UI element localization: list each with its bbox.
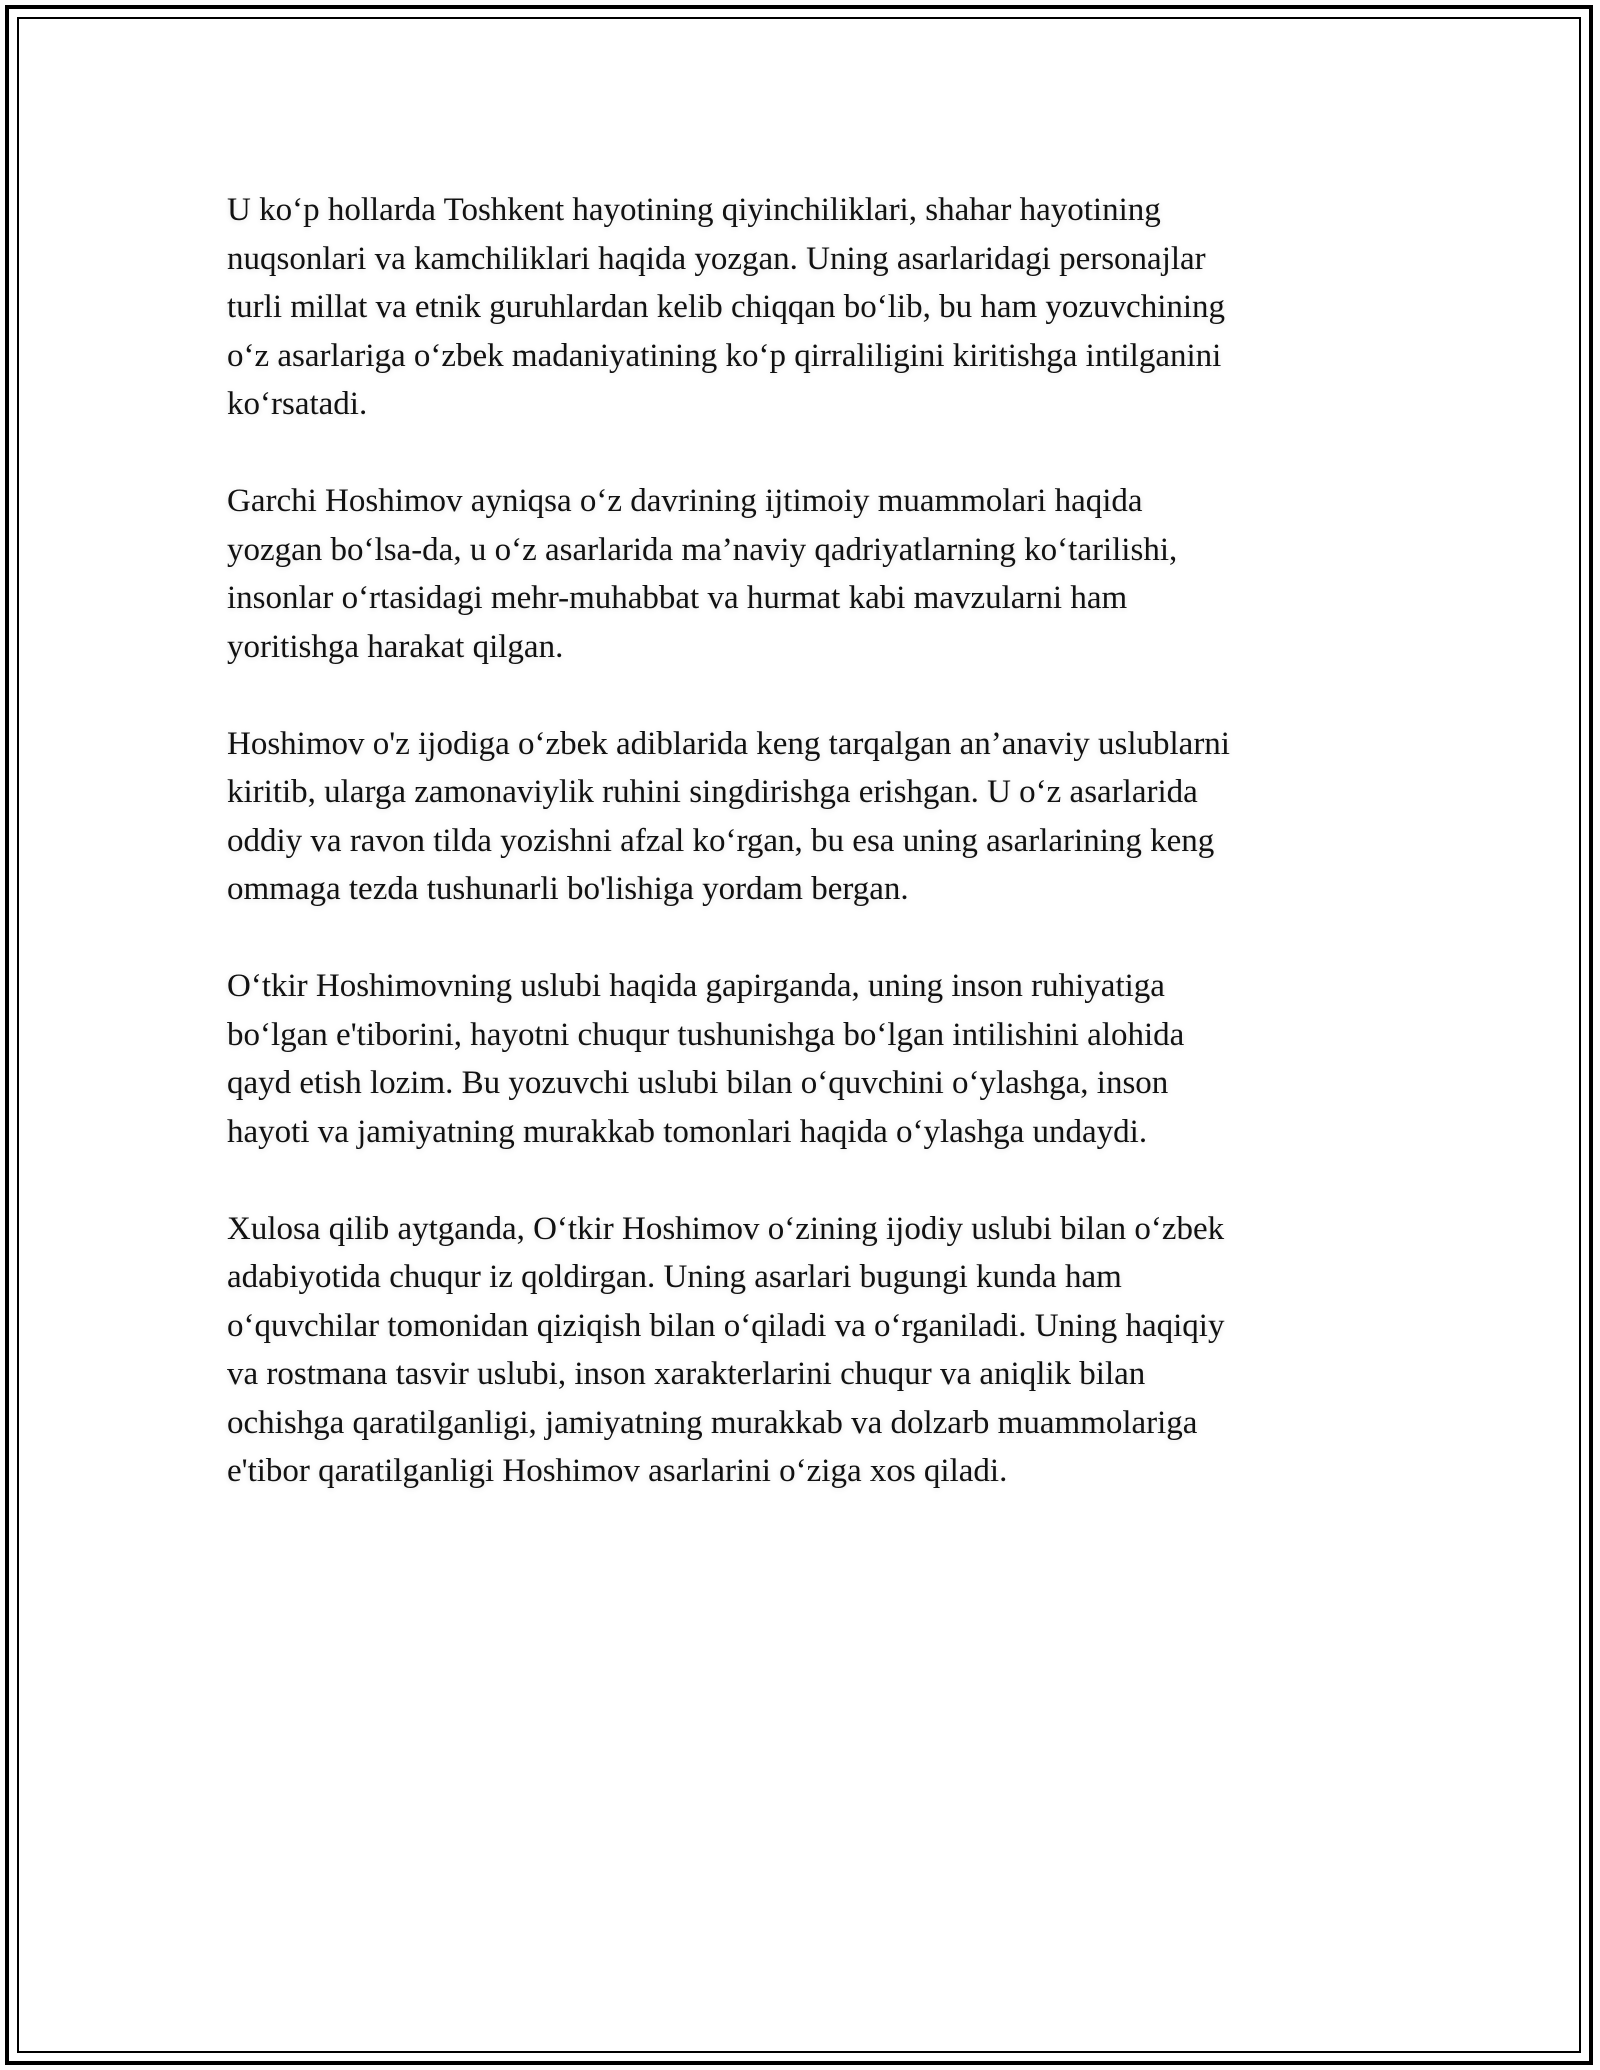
text-line: Hoshimov o'z ijodiga o‘zbek adiblarida keng tarqalgan an’anaviy uslublarni: [227, 725, 1230, 762]
text-line: ochishga qaratilganligi, jamiyatning murakkab va dolzarb muammolariga: [227, 1404, 1198, 1441]
text-line: U ko‘p hollarda Toshkent hayotining qiyinchiliklari, shahar hayotining: [227, 192, 1161, 228]
text-line: va rostmana tasvir uslubi, inson xarakterlarini chuqur va aniqlik bilan: [227, 1356, 1146, 1392]
text-line: kiritib, ularga zamonaviylik ruhini singdirishga erishgan. U o‘z asarlarida: [227, 774, 1198, 810]
text-line: Xulosa qilib aytganda, O‘tkir Hoshimov o‘zining ijodiy uslubi bilan o‘zbek: [227, 1210, 1225, 1247]
text-line: nuqsonlari va kamchiliklari haqida yozgan. Uning asarlaridagi personajlar: [227, 240, 1206, 277]
text-line: qayd etish lozim. Bu yozuvchi uslubi bilan o‘quvchini o‘ylashga, inson: [227, 1065, 1169, 1101]
text-line: e'tibor qaratilganligi Hoshimov asarlarini o‘ziga xos qiladi.: [227, 1453, 1008, 1489]
text-line: o‘quvchilar tomonidan qiziqish bilan o‘qiladi va o‘rganiladi. Uning haqiqiy: [227, 1307, 1225, 1344]
text-line: adabiyotida chuqur iz qoldirgan. Uning asarlari bugungi kunda ham: [227, 1259, 1122, 1295]
paragraph-4: [227, 962, 1357, 1156]
text-line: hayoti va jamiyatning murakkab tomonlari haqida o‘ylashga undaydi.: [227, 1113, 1148, 1150]
paragraph-5: [227, 1205, 1357, 1496]
text-line: yozgan bo‘lsa-da, u o‘z asarlarida ma’naviy qadriyatlarning ko‘tarilishi,: [227, 531, 1178, 568]
document-body: [227, 186, 1357, 1544]
text-line: insonlar o‘rtasidagi mehr-muhabbat va hurmat kabi mavzularni ham: [227, 580, 1128, 616]
text-line: ko‘rsatadi.: [227, 386, 368, 422]
paragraph-1: [227, 186, 1357, 429]
text-line: turli millat va etnik guruhlardan kelib chiqqan bo‘lib, bu ham yozuvchining: [227, 289, 1226, 325]
paragraph-2: [227, 477, 1357, 671]
text-line: yoritishga harakat qilgan.: [227, 628, 564, 665]
text-line: oddiy va ravon tilda yozishni afzal ko‘rgan, bu esa uning asarlarining keng: [227, 822, 1215, 859]
text-line: ommaga tezda tushunarli bo'lishiga yordam bergan.: [227, 871, 909, 907]
text-line: Garchi Hoshimov ayniqsa o‘z davrining ijtimoiy muammolari haqida: [227, 483, 1143, 519]
paragraph-3: [227, 720, 1357, 914]
text-line: o‘z asarlariga o‘zbek madaniyatining ko‘p qirraliligini kiritishga intilganini: [227, 337, 1222, 374]
text-line: O‘tkir Hoshimovning uslubi haqida gapirganda, uning inson ruhiyatiga: [227, 968, 1165, 1004]
text-line: bo‘lgan e'tiborini, hayotni chuqur tushunishga bo‘lgan intilishini alohida: [227, 1016, 1185, 1053]
